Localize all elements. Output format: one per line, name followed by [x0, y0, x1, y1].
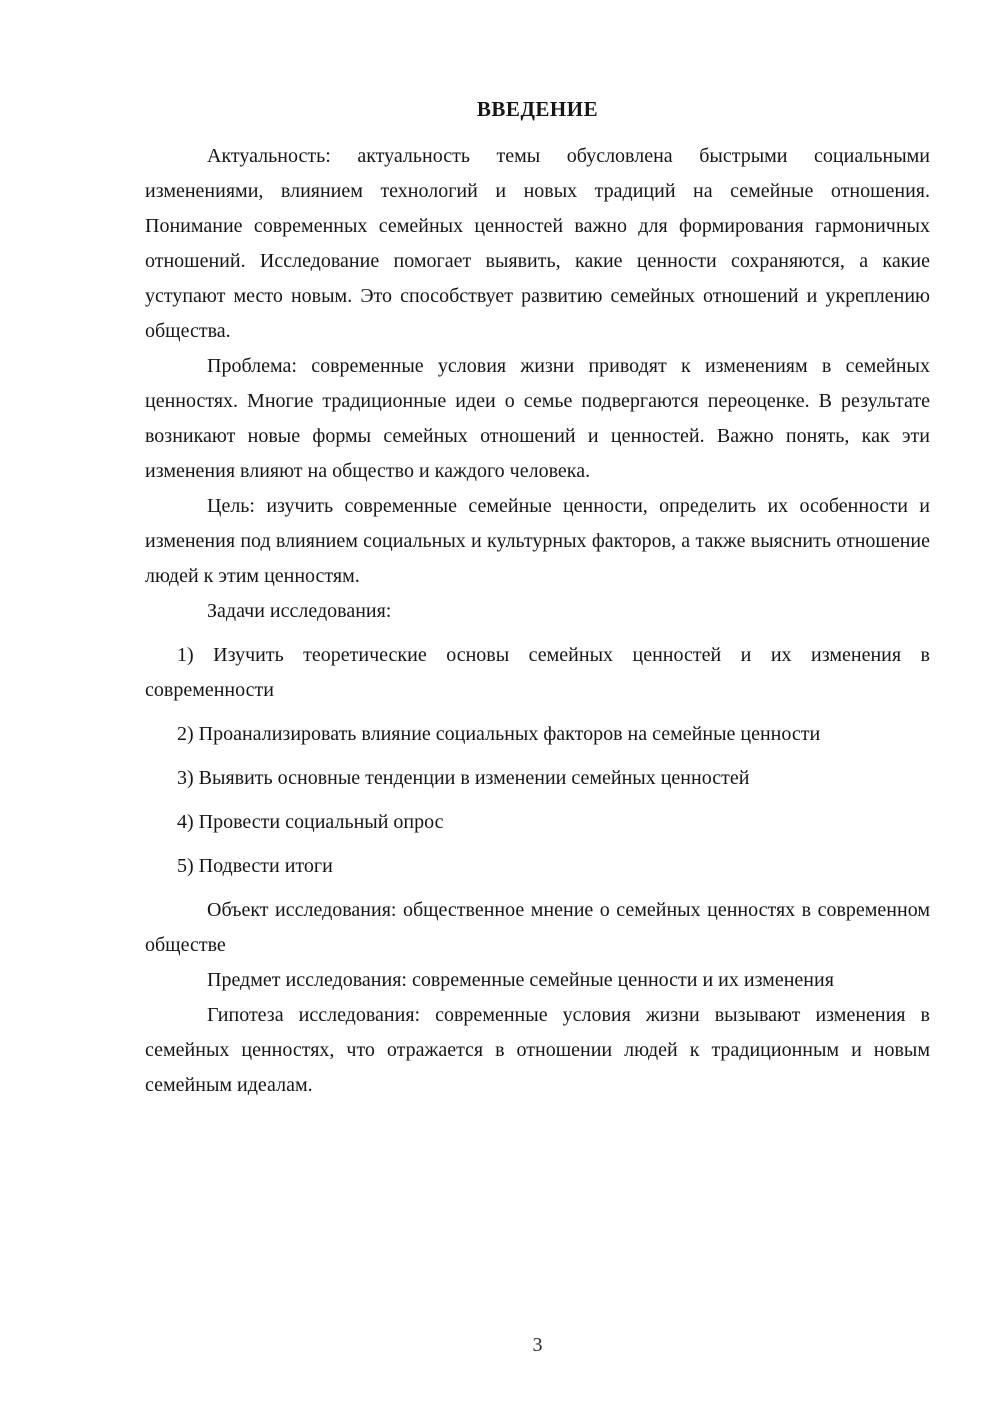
paragraph-relevance: Актуальность: актуальность темы обусловлена быстрыми социальными изменениями, влиянием технологий и новых традиций на семейные отношения. Понимание современных семейных ценностей важно для формирования гармоничных отношений. Исследование помогает выявить, какие ценности сохраняются, а какие уступают место новым. Это способствует развитию семейных отношений и укреплению общества. [145, 145, 930, 342]
paragraph-problem: Проблема: современные условия жизни приводят к изменениям в семейных ценностях. Многие традиционные идеи о семье подвергаются переоценке. В результате возникают новые формы семейных отношений и ценностей. Важно понять, как эти изменения влияют на общество и каждого человека. [145, 355, 930, 482]
paragraph-goal: Цель: изучить современные семейные ценности, определить их особенности и изменения под влиянием социальных и культурных факторов, а также выяснить отношение людей к этим ценностям. [145, 495, 930, 587]
paragraph-hypothesis: Гипотеза исследования: современные условия жизни вызывают изменения в семейных ценностях, что отражается в отношении людей к традиционным и новым семейным идеалам. [145, 1004, 930, 1096]
tasks-list [145, 638, 930, 884]
page-number: 3 [532, 1334, 543, 1356]
task-item-2: 2) Проанализировать влияние социальных факторов на семейные ценности [177, 723, 821, 745]
paragraph-subject: Предмет исследования: современные семейные ценности и их изменения [207, 969, 834, 991]
task-item-1: 1) Изучить теоретические основы семейных ценностей и их изменения в современности [145, 644, 930, 701]
task-item-5: 5) Подвести итоги [177, 855, 333, 877]
tasks-heading: Задачи исследования: [207, 600, 392, 622]
paragraph-object: Объект исследования: общественное мнение о семейных ценностях в современном обществе [145, 899, 930, 956]
task-item-3: 3) Выявить основные тенденции в изменении семейных ценностей [177, 767, 750, 789]
page-title: ВВЕДЕНИЕ [476, 97, 599, 121]
task-item-4: 4) Провести социальный опрос [177, 811, 444, 833]
